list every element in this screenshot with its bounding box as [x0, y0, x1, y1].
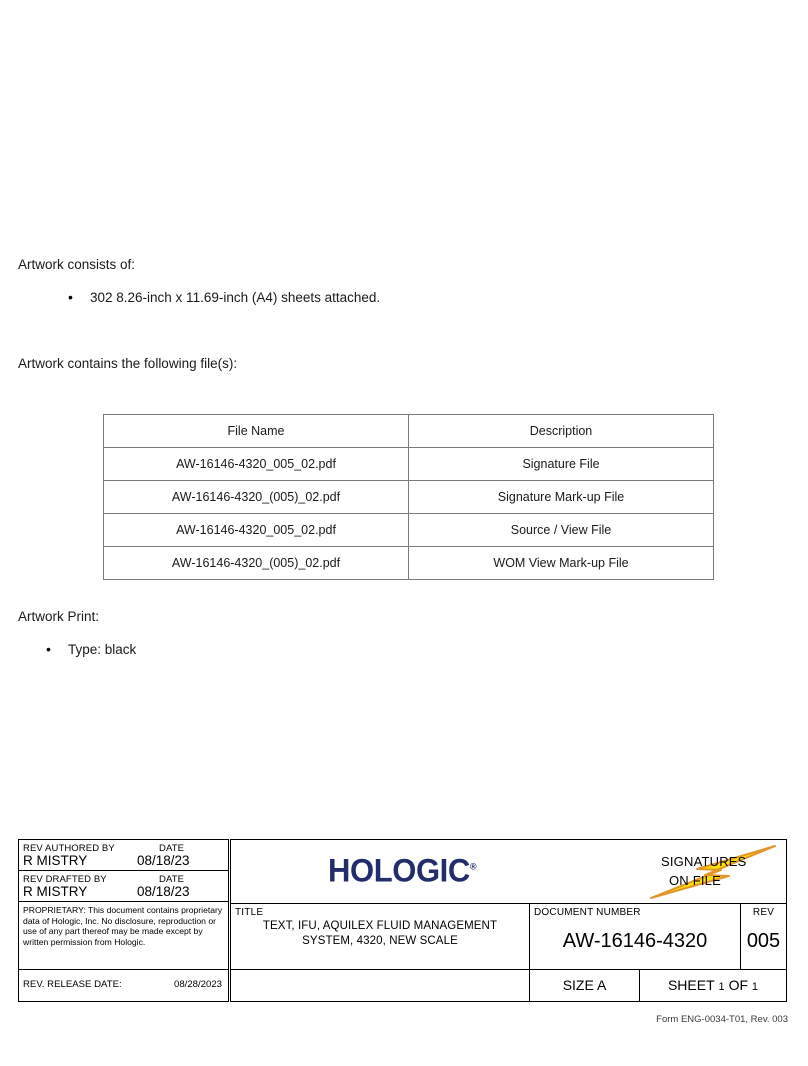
- blank-cell: [231, 970, 530, 1001]
- title-block-right-column: [230, 839, 787, 1002]
- artwork-files-heading: Artwork contains the following file(s):: [18, 356, 238, 371]
- rev-drafted-date-label: DATE: [159, 874, 185, 885]
- cell-file-name: AW-16146-4320_(005)_02.pdf: [104, 481, 409, 514]
- cell-file-name: AW-16146-4320_005_02.pdf: [104, 448, 409, 481]
- rev-authored-by-label: REV AUTHORED BY: [23, 843, 115, 854]
- artwork-consists-of-bullet-text: 302 8.26-inch x 11.69-inch (A4) sheets attached.: [90, 290, 381, 305]
- rev-authored-date-value: 08/18/23: [137, 853, 190, 868]
- title-docnum-rev-row: [231, 904, 786, 970]
- title-block-left-column: [18, 839, 229, 1002]
- lightning-bolt-icon: [643, 842, 783, 902]
- cell-description: WOM View Mark-up File: [409, 547, 714, 580]
- document-number-cell: [530, 904, 741, 969]
- rev-release-date-label: REV. RELEASE DATE:: [23, 979, 122, 990]
- table-row: [104, 481, 714, 514]
- rev-cell: [741, 904, 786, 969]
- rev-authored-by-value: R MISTRY: [23, 853, 88, 868]
- size-value: SIZE A: [530, 970, 640, 1001]
- cell-file-name: AW-16146-4320_005_02.pdf: [104, 514, 409, 547]
- artwork-print-bullet-text: Type: black: [68, 642, 137, 657]
- rev-authored-row: [19, 840, 228, 871]
- sheet-of-label: OF: [728, 977, 749, 993]
- rev-drafted-by-value: R MISTRY: [23, 884, 88, 899]
- signatures-on-file-stamp: [643, 842, 783, 902]
- artwork-file-table: [103, 414, 714, 580]
- sheet-total: 1: [751, 981, 759, 993]
- title-label: TITLE: [235, 907, 264, 918]
- rev-drafted-date-value: 08/18/23: [137, 884, 190, 899]
- proprietary-notice-text: PROPRIETARY: This document contains proprietary data of Hologic, Inc. No disclosure, reproduction or use of any part thereof may be made except by written permission from Hologic.: [23, 905, 223, 947]
- table-header-row: [104, 415, 714, 448]
- rev-release-date-row: [19, 970, 228, 1000]
- hologic-wordmark: HOLOGIC: [328, 851, 470, 890]
- rev-authored-date-label: DATE: [159, 843, 185, 854]
- table-row: [104, 547, 714, 580]
- rev-label: REV: [752, 907, 775, 918]
- title-cell: [231, 904, 530, 969]
- logo-row: [231, 840, 786, 904]
- document-number-label: DOCUMENT NUMBER: [534, 907, 641, 918]
- bullet-icon: •: [46, 641, 51, 657]
- signature-stamp-line-1: SIGNATURES: [661, 854, 747, 869]
- table-row: [104, 448, 714, 481]
- title-block: [18, 839, 787, 1002]
- bullet-icon: •: [68, 289, 73, 305]
- signature-stamp-line-2: ON FILE: [669, 873, 721, 888]
- document-number-value: AW-16146-4320: [562, 930, 708, 952]
- rev-release-date-value: 08/28/2023: [173, 979, 222, 990]
- rev-value: 005: [746, 930, 781, 952]
- cell-description: Signature Mark-up File: [409, 481, 714, 514]
- proprietary-notice-row: [19, 902, 228, 970]
- size-sheet-row: [231, 970, 786, 1001]
- title-value: TEXT, IFU, AQUILEX FLUID MANAGEMENT SYSTEM, 4320, NEW SCALE: [262, 920, 498, 947]
- sheet-current: 1: [718, 981, 725, 993]
- cell-description: Signature File: [409, 448, 714, 481]
- artwork-consists-of-heading: Artwork consists of:: [18, 257, 136, 272]
- rev-drafted-row: [19, 871, 228, 902]
- artwork-print-heading: Artwork Print:: [18, 609, 100, 624]
- sheet-label: SHEET: [667, 977, 715, 993]
- sheet-info: [640, 970, 786, 1001]
- form-footer-text: Form ENG-0034-T01, Rev. 003: [656, 1014, 788, 1025]
- column-header-description: Description: [409, 415, 714, 448]
- column-header-file-name: File Name: [104, 415, 409, 448]
- table-row: [104, 514, 714, 547]
- cell-description: Source / View File: [409, 514, 714, 547]
- rev-drafted-by-label: REV DRAFTED BY: [23, 874, 107, 885]
- hologic-logo: [328, 852, 477, 890]
- registered-trademark-icon: ®: [469, 861, 477, 872]
- cell-file-name: AW-16146-4320_(005)_02.pdf: [104, 547, 409, 580]
